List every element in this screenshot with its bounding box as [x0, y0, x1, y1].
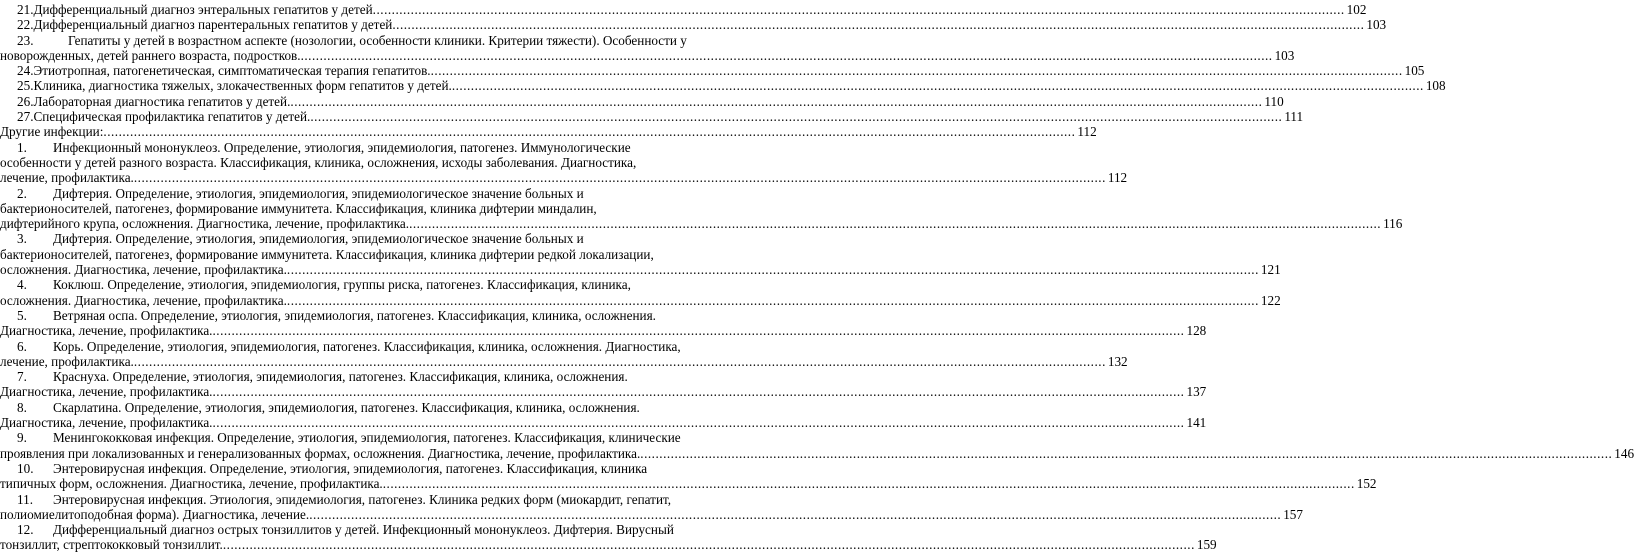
entry-last-line [0, 292, 1281, 308]
page-number: 110 [1264, 93, 1284, 109]
page-number: 103 [1274, 47, 1295, 63]
toc-entry[interactable] [0, 277, 1281, 308]
toc-entry[interactable] [0, 460, 1377, 492]
entry-text: Дифференциальный диагноз острых тонзиллитов у детей. Инфекционный мононуклеоз. Дифтерия. Вирусный [53, 522, 674, 538]
leader-dots [431, 63, 1403, 78]
entry-text: Дифференциальный диагноз энтеральных гепатитов у детей [33, 2, 373, 17]
entry-text: Корь. Определение, этиология, эпидемиология, патогенез. Классификация, клиника, осложнения. Диагностика, [53, 338, 681, 354]
entry-number: 9. [17, 430, 27, 446]
entry-number: 7. [17, 369, 27, 385]
entry-text: Диагностика, лечение, профилактика. [0, 384, 213, 400]
table-of-contents [0, 2, 1634, 553]
page-number: 159 [1196, 537, 1217, 553]
entry-text: тонзиллит, стрептококковый тонзиллит. [0, 537, 223, 553]
page-number: 105 [1404, 63, 1425, 79]
entry-last-line [0, 323, 1207, 339]
entry-text: Этиотропная, патогенетическая, симптоматическая терапия гепатитов. [33, 63, 431, 79]
toc-entry[interactable] [0, 32, 1295, 64]
entry-text: типичных форм, осложнения. Диагностика, лечение, профилактика. [0, 476, 383, 492]
entry-last-line [0, 216, 1403, 232]
entry-text: Краснуха. Определение, этиология, эпидемиология, патогенез. Классификация, клиника, осложнения. [53, 369, 628, 385]
page-number: 132 [1107, 353, 1128, 369]
entry-text-line: бактерионосителей, патогенез, формирование иммунитета. Классификация, клиника дифтерии редкой локализации, [0, 246, 654, 262]
toc-entry[interactable] [0, 522, 1217, 553]
entry-first-line [0, 231, 706, 246]
leader-dots [309, 507, 1281, 522]
page-number: 112 [1077, 124, 1097, 140]
entry-number: 10. [17, 460, 34, 476]
leader-dots [409, 216, 1381, 231]
leader-dots [212, 384, 1184, 399]
entry-number: 23. [17, 32, 34, 48]
entry-last-line [0, 506, 1303, 522]
entry-last-line [0, 476, 1377, 492]
page-number: 157 [1283, 506, 1303, 522]
leader-dots [640, 446, 1612, 461]
entry-last-line [17, 78, 1446, 94]
page-number: 146 [1614, 445, 1634, 461]
toc-entry[interactable] [0, 2, 1367, 17]
page-number: 112 [1107, 170, 1128, 186]
entry-last-line [17, 63, 1425, 79]
entry-last-line [0, 170, 1128, 186]
entry-number: 11. [17, 491, 33, 507]
entry-last-line [0, 262, 1281, 278]
entry-text: Инфекционный мононуклеоз. Определение, этиология, эпидемиология, патогенез. Иммунологические [53, 139, 631, 155]
entry-text-line [0, 33, 706, 48]
entry-text: Клиника, диагностика тяжелых, злокачественных форм гепатитов у детей. [33, 78, 452, 94]
page-number: 137 [1186, 384, 1207, 400]
other-infections-section [0, 139, 1634, 553]
entry-text: проявления при локализованных и генерализованных формах, осложнения. Диагностика, лечение, профилактика. [0, 445, 641, 461]
entry-text: Скарлатина. Определение, этиология, эпидемиология, патогенез. Классификация, клиника, осложнения. [53, 399, 640, 415]
page-number: 108 [1425, 78, 1446, 94]
leader-dots [373, 2, 1345, 17]
toc-entry[interactable] [0, 338, 1128, 370]
entry-text: Энтеровирусная инфекция. Определение, этиология, эпидемиология, патогенез. Классификация, клиника [53, 460, 648, 476]
page-number: 152 [1356, 476, 1377, 492]
leader-dots [134, 354, 1106, 369]
entry-first-line [0, 430, 706, 445]
page-number: 128 [1186, 323, 1207, 339]
leader-dots [383, 476, 1355, 491]
entry-line [0, 63, 1425, 79]
entry-number: 8. [17, 399, 27, 415]
entry-last-line [0, 445, 1634, 461]
entry-text: лечение, профилактика. [0, 353, 134, 369]
entry-text: Коклюш. Определение, этиология, эпидемиология, группы риска, патогенез. Классификация, клиника, [53, 277, 631, 293]
section-title: Другие инфекции: [0, 124, 104, 140]
entry-number: 26. [17, 93, 34, 109]
entry-text: Дифтерия. Определение, этиология, эпидемиология, эпидемиологическое значение больных и [53, 185, 584, 201]
entry-first-line [0, 308, 706, 323]
entry-number: 5. [17, 307, 27, 323]
entry-text: Гепатиты у детей в возрастном аспекте (нозологии, особенности клиники. Критерии тяжести). Особенности у [68, 32, 687, 48]
entry-number: 6. [17, 338, 27, 354]
toc-entry[interactable] [0, 78, 1446, 94]
entry-first-line [0, 140, 706, 155]
page-number: 121 [1260, 262, 1281, 278]
entry-text: Энтеровирусная инфекция. Этиология, эпидемиология, патогенез. Клиника редких форм (миокардит, гепатит, [53, 491, 672, 507]
page-number: 103 [1366, 17, 1387, 33]
entry-last-line [17, 17, 1387, 33]
toc-entry[interactable] [0, 185, 1403, 232]
entry-number: 1. [17, 139, 27, 155]
entry-number: 24. [17, 63, 34, 79]
entry-text: Дифференциальный диагноз парентеральных гепатитов у детей [33, 17, 393, 33]
entry-last-line [17, 93, 1284, 109]
entry-line [0, 93, 1284, 109]
entry-last-line [17, 109, 1304, 125]
entry-text: полиомиелитоподобная форма). Диагностика, лечение. [0, 506, 310, 522]
entry-text: Диагностика, лечение, профилактика. [0, 415, 213, 431]
page-number: 122 [1260, 292, 1281, 308]
toc-entry[interactable] [0, 109, 1304, 125]
entry-first-line [0, 339, 706, 354]
entry-text: Дифтерия. Определение, этиология, эпидемиология, эпидемиологическое значение больных и [53, 231, 584, 247]
page-number: 111 [1284, 109, 1304, 125]
entry-number: 21. [17, 2, 34, 17]
entry-last-line [0, 47, 1295, 63]
toc-entry[interactable] [0, 369, 1207, 400]
entry-text: новорожденных, детей раннего возраста, подростков. [0, 47, 301, 63]
entry-first-line [0, 277, 706, 292]
entry-first-line [0, 400, 706, 415]
entry-number: 3. [17, 231, 27, 247]
entry-text: Диагностика, лечение, профилактика. [0, 323, 213, 339]
leader-dots [134, 170, 1106, 185]
entry-first-line [0, 492, 706, 507]
entry-text: Менингококковая инфекция. Определение, этиология, эпидемиология, патогенез. Классификация, клинические [53, 430, 681, 446]
entry-text-line: особенности у детей разного возраста. Классификация, клиника, осложнения, исходы заболевания. Диагностика, [0, 154, 637, 170]
leader-dots [287, 262, 1259, 277]
entry-first-line [0, 522, 706, 537]
entry-text: осложнения. Диагностика, лечение, профилактика. [0, 292, 287, 308]
leader-dots [290, 94, 1262, 109]
entry-number: 2. [17, 185, 27, 201]
entry-last-line [0, 384, 1207, 400]
hepatitis-section [0, 2, 1446, 125]
leader-dots [212, 323, 1184, 338]
entry-line [0, 109, 1304, 125]
page-number: 102 [1346, 2, 1367, 17]
entry-number: 12. [17, 522, 34, 538]
entry-line [0, 2, 1367, 17]
toc-entry[interactable] [0, 139, 1128, 186]
leader-dots [103, 124, 1075, 139]
toc-entry[interactable] [0, 430, 1634, 461]
toc-entry[interactable] [0, 17, 1387, 33]
entry-last-line [0, 415, 1207, 431]
entry-first-line [0, 461, 706, 476]
entry-text: Ветряная оспа. Определение, этиология, эпидемиология, патогенез. Классификация, клиника, осложнения. [53, 307, 656, 323]
entry-last-line [17, 2, 1367, 17]
entry-text: лечение, профилактика. [0, 170, 134, 186]
entry-text: дифтерийного крупа, осложнения. Диагностика, лечение, профилактика. [0, 216, 410, 232]
entry-line [0, 78, 1446, 94]
page-number: 116 [1383, 216, 1403, 232]
entry-line [0, 17, 1387, 33]
toc-entry[interactable] [0, 491, 1303, 523]
leader-dots [301, 48, 1273, 63]
toc-entry[interactable] [0, 307, 1207, 339]
entry-first-line [0, 186, 706, 201]
entry-number: 25. [17, 78, 34, 94]
toc-entry[interactable] [0, 63, 1425, 79]
toc-entry[interactable] [0, 93, 1284, 109]
leader-dots [287, 293, 1259, 308]
entry-text: Лабораторная диагностика гепатитов у детей. [33, 93, 291, 109]
section-heading[interactable] [0, 124, 1097, 140]
leader-dots [212, 415, 1184, 430]
entry-number: 4. [17, 277, 27, 293]
entry-last-line [0, 537, 1217, 553]
entry-number: 27. [17, 109, 34, 125]
toc-entry[interactable] [0, 231, 1281, 278]
leader-dots [392, 17, 1364, 32]
entry-first-line [0, 369, 706, 384]
toc-entry[interactable] [0, 399, 1207, 431]
entry-text-line: бактерионосителей, патогенез, формирование иммунитета. Классификация, клиника дифтерии миндалин, [0, 200, 597, 216]
leader-dots [310, 109, 1282, 124]
entry-text: осложнения. Диагностика, лечение, профилактика. [0, 262, 287, 278]
page-number: 141 [1186, 415, 1207, 431]
entry-number: 22. [17, 17, 34, 33]
entry-text: Специфическая профилактика гепатитов у детей. [33, 109, 311, 125]
leader-dots [452, 78, 1424, 93]
leader-dots [223, 537, 1195, 552]
entry-last-line [0, 353, 1128, 369]
